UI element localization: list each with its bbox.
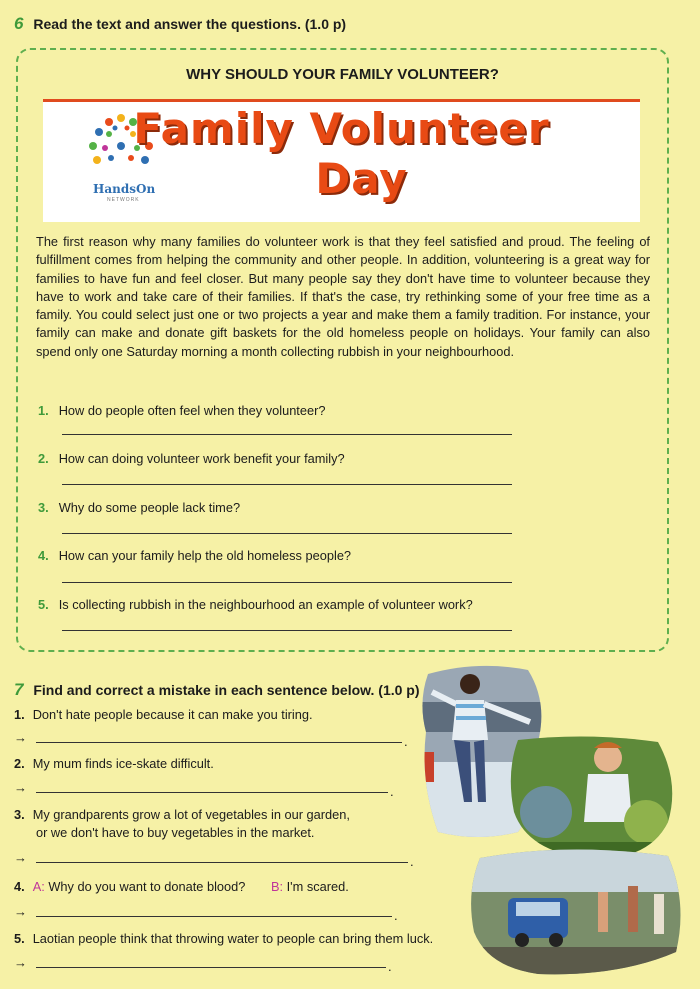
question-text: How can your family help the old homeless people? bbox=[58, 548, 352, 563]
street-water-festival-photo bbox=[458, 842, 698, 982]
arrow-icon: → bbox=[14, 955, 27, 970]
sentence-number: 4. bbox=[14, 879, 25, 894]
handson-logo-text: HandsOn bbox=[93, 182, 156, 196]
correction-line-4[interactable] bbox=[36, 916, 392, 917]
speaker-b-text: I'm scared. bbox=[283, 879, 349, 894]
sentence-number: 2. bbox=[14, 756, 25, 771]
task-7-heading bbox=[14, 680, 420, 700]
end-dot: . bbox=[410, 854, 414, 869]
question-text: How do people often feel when they volunteer? bbox=[58, 403, 326, 418]
banner-title-line2: Day bbox=[315, 154, 408, 203]
correction-row-2 bbox=[14, 780, 394, 799]
correction-row-3 bbox=[14, 850, 414, 869]
speaker-a-text: Why do you want to donate blood? bbox=[44, 879, 246, 894]
sentence-4 bbox=[14, 878, 349, 896]
end-dot: . bbox=[388, 959, 392, 974]
banner-title bbox=[43, 104, 640, 204]
question-number: 5. bbox=[38, 597, 49, 612]
volunteer-photo-collage bbox=[418, 662, 700, 982]
question-4 bbox=[38, 548, 351, 563]
end-dot: . bbox=[390, 784, 394, 799]
sentence-2 bbox=[14, 755, 214, 773]
sentence-text: My mum finds ice-skate difficult. bbox=[32, 756, 214, 771]
question-text: Is collecting rubbish in the neighbourhood an example of volunteer work? bbox=[58, 597, 473, 612]
correction-row-1 bbox=[14, 730, 408, 749]
answer-line-4[interactable] bbox=[62, 582, 512, 583]
sentence-number: 3. bbox=[14, 807, 25, 822]
speaker-a-label: A: bbox=[32, 879, 45, 894]
arrow-icon: → bbox=[14, 904, 27, 919]
sentence-text: Laotian people think that throwing water to people can bring them luck. bbox=[32, 931, 434, 946]
question-number: 1. bbox=[38, 403, 49, 418]
answer-line-5[interactable] bbox=[62, 630, 512, 631]
question-number: 3. bbox=[38, 500, 49, 515]
question-2 bbox=[38, 451, 345, 466]
arrow-icon: → bbox=[14, 730, 27, 745]
task-7-number: 7 bbox=[14, 680, 24, 699]
correction-line-2[interactable] bbox=[36, 792, 388, 793]
reading-panel bbox=[16, 48, 669, 652]
correction-line-5[interactable] bbox=[36, 967, 386, 968]
correction-row-5 bbox=[14, 955, 392, 974]
question-text: Why do some people lack time? bbox=[58, 500, 241, 515]
family-volunteer-day-banner bbox=[43, 99, 640, 222]
sentence-number: 1. bbox=[14, 707, 25, 722]
sentence-number: 5. bbox=[14, 931, 25, 946]
answer-line-2[interactable] bbox=[62, 484, 512, 485]
sentence-3 bbox=[14, 806, 350, 842]
question-text: How can doing volunteer work benefit your family? bbox=[58, 451, 345, 466]
speaker-b-label: B: bbox=[270, 879, 284, 894]
answer-line-3[interactable] bbox=[62, 533, 512, 534]
arrow-icon: → bbox=[14, 780, 27, 795]
task-6-instruction: Read the text and answer the questions. (1.0 p) bbox=[33, 16, 347, 32]
sentence-text-line2: or we don't have to buy vegetables in the market. bbox=[36, 825, 315, 840]
sentence-5 bbox=[14, 930, 433, 948]
panel-title: WHY SHOULD YOUR FAMILY VOLUNTEER? bbox=[186, 66, 499, 83]
end-dot: . bbox=[394, 908, 398, 923]
question-3 bbox=[38, 500, 240, 515]
answer-line-1[interactable] bbox=[62, 434, 512, 435]
correction-row-4 bbox=[14, 904, 398, 923]
arrow-icon: → bbox=[14, 850, 27, 865]
question-5 bbox=[38, 597, 473, 612]
handson-logo-subtext: NETWORK bbox=[107, 197, 140, 203]
correction-line-1[interactable] bbox=[36, 742, 402, 743]
sentence-text-line1: My grandparents grow a lot of vegetables in our garden, bbox=[32, 807, 350, 822]
sentence-1 bbox=[14, 706, 313, 724]
question-1 bbox=[38, 403, 325, 418]
end-dot: . bbox=[404, 734, 408, 749]
reading-passage: The first reason why many families do volunteer work is that they feel satisfied and proud. The feeling of fulfillment comes from helping the community and other people. In addition, volunteering is a great way for families to have fun and feel closer. But many people say they don't have time to volunteer because they have to work and take care of their families. If that's the case, try rethinking some of your free time as a family. You could select just one or two projects a year and make them a family tradition. For instance, your family can make and donate gift baskets for the old homeless people on holidays. Your family can also spend only one Saturday morning a month collecting rubbish in your neighbourhood. bbox=[36, 234, 650, 359]
question-number: 2. bbox=[38, 451, 49, 466]
task-7-instruction: Find and correct a mistake in each sentence below. (1.0 p) bbox=[33, 682, 420, 698]
banner-title-line1: Family Volunteer bbox=[133, 104, 550, 153]
task-6-number: 6 bbox=[14, 14, 24, 33]
task-6-heading bbox=[14, 14, 346, 34]
correction-line-3[interactable] bbox=[36, 862, 408, 863]
sentence-text: Don't hate people because it can make you tiring. bbox=[32, 707, 313, 722]
question-number: 4. bbox=[38, 548, 49, 563]
